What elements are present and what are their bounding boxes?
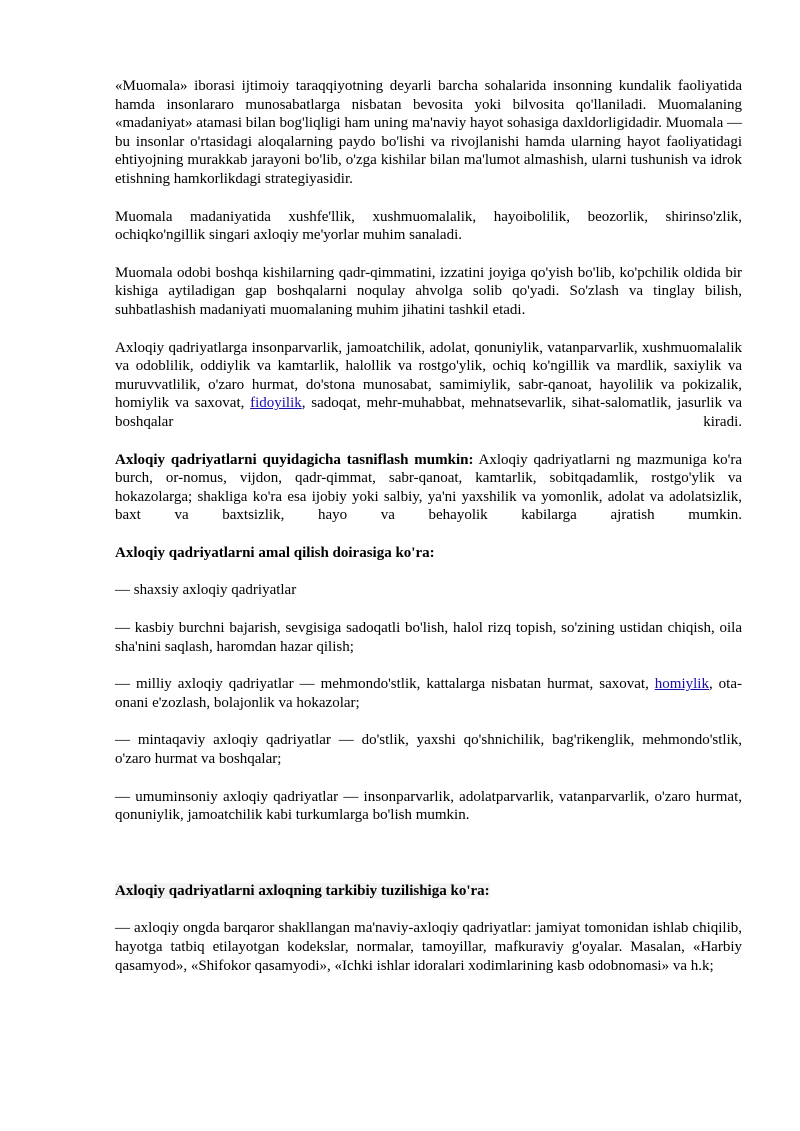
section-heading-structure-text: Axloqiy qadriyatlarni axloqning tarkibiy tuzilishiga ko'ra:: [115, 882, 490, 899]
classification-text: Axloqiy qadriyatlarni ng mazmuniga ko'ra burch, or-nomus, vijdon, qadr-qimmat, sabr-qanoat, kamtarlik, sobitqadamlik, rostgo'ylik va hokazolarga; shakliga ko'ra esa ijobiy yoki salbiy, ya'ni yaxshilik va yomonlik, adolat va adolatsizlik, baxt va baxtsizlik, hayo va behayolik kabilarga ajratish mumkin.: [115, 451, 743, 524]
list-item-personal-values: — shaxsiy axloqiy qadriyatlar: [115, 582, 297, 599]
section-spacer: [115, 844, 742, 882]
section-heading-structure: [115, 882, 742, 901]
link-homiylik[interactable]: homiylik: [654, 676, 709, 693]
paragraph-moral-values-list: [115, 339, 742, 432]
list-item-regional-values: — mintaqaviy axloqiy qadriyatlar — do'stlik, yaxshi qo'shnichilik, bag'rikenglik, mehmondo'stlik, o'zaro hurmat va boshqalar;: [115, 732, 742, 768]
national-values-text-after: , ota-onani e'zozlash, bolajonlik va hokazolar;: [115, 676, 742, 711]
paragraph-classification: [115, 451, 742, 525]
paragraph-muomala-etiquette: Muomala odobi boshqa kishilarning qadr-qimmatini, izzatini joyiga qo'yish bo'lib, ko'pchilik oldida bir kishiga aytiladigan gap boshqalarni noqulay ahvolga solib qo'yadi. So'zlash va tinglay bilish, suhbatlashish madaniyati muomalaning muhim jihatini tashkil etadi.: [115, 264, 742, 318]
moral-values-text-after: , sadoqat, mehr-muhabbat, mehnatsevarlik, sihat-salomatlik, jasurlik va boshqalar kiradi.: [115, 395, 742, 430]
paragraph-muomala-culture: Muomala madaniyatida xushfe'llik, xushmuomalalik, hayoibolilik, beozorlik, shirinso'zlik, ochiqko'ngillik singari axloqiy me'yorlar muhim sanaladi.: [115, 208, 742, 244]
list-item-professional-duty: — kasbiy burchni bajarish, sevgisiga sadoqatli bo'lish, halol rizq topish, so'zining ustidan chiqish, oila sha'nini saqlash, haromdan hazar qilish;: [115, 620, 742, 655]
list-item-national-values: [115, 675, 742, 712]
list-item-stable-values: — axloqiy ongda barqaror shakllangan ma'naviy-axloqiy qadriyatlar: jamiyat tomonidan ishlab chiqilib, hayotga tatbiq etilayotgan kodekslar, normalar, tamoyillar, mafkuraviy g'oyalar. Masalan, «Harbiy qasamyod», «Shifokor qasamyodi», «Ichki ishlar idoralari xodimlarining kasb odobnomasi» va h.k;: [115, 920, 742, 974]
moral-values-text-before: Axloqiy qadriyatlarga insonparvarlik, jamoatchilik, adolat, qonuniylik, vatanparvarlik, xushmuomalalik va odoblilik, oddiylik va kamtarlik, halollik va rostgo'ylik, ochiq ko'ngillik va mardlik, saxiylik va muruvvatlilik, o'zaro hurmat, do'stona munosabat, samimiylik, sabr-qanoat, hayolilik va pokizalik, homiylik va saxovat,: [115, 339, 742, 412]
classification-lead: Axloqiy qadriyatlarni quyidagicha tasniflash mumkin:: [115, 451, 474, 468]
paragraph-muomala-definition: «Muomala» iborasi ijtimoiy taraqqiyotning deyarli barcha sohalarida insonning kundalik faoliyatida hamda insonlararo munosabatlarga nisbatan bevosita yoki bilvosita qo'llaniladi. Muomalaning «madaniyat» atamasi bilan bog'liqligi ham uning ma'naviy hayot sohasiga daxldorligidadir. Muomala — bu insonlar o'rtasidagi aloqalarning paydo bo'lishi va rivojlanishi hamda ularning hayot faoliyatidagi ehtiyojning murakkab jarayoni bo'lib, o'zga kishilar bilan ma'lumot almashish, ularni tushunish va idrok etishning hamkorlikdagi strategiyasidir.: [115, 78, 742, 187]
list-item-universal-values: — umuminsoniy axloqiy qadriyatlar — insonparvarlik, adolatparvarlik, vatanparvarlik, o'zaro hurmat, qonuniylik, jamoatchilik kabi turkumlarga bo'lish mumkin.: [115, 788, 742, 824]
national-values-text-before: — milliy axloqiy qadriyatlar — mehmondo'stlik, kattalarga nisbatan hurmat, saxovat,: [115, 676, 655, 693]
section-heading-scope: Axloqiy qadriyatlarni amal qilish doirasiga ko'ra:: [115, 544, 435, 561]
link-fidoyilik[interactable]: fidoyilik: [250, 395, 302, 412]
document-page: [115, 77, 742, 994]
